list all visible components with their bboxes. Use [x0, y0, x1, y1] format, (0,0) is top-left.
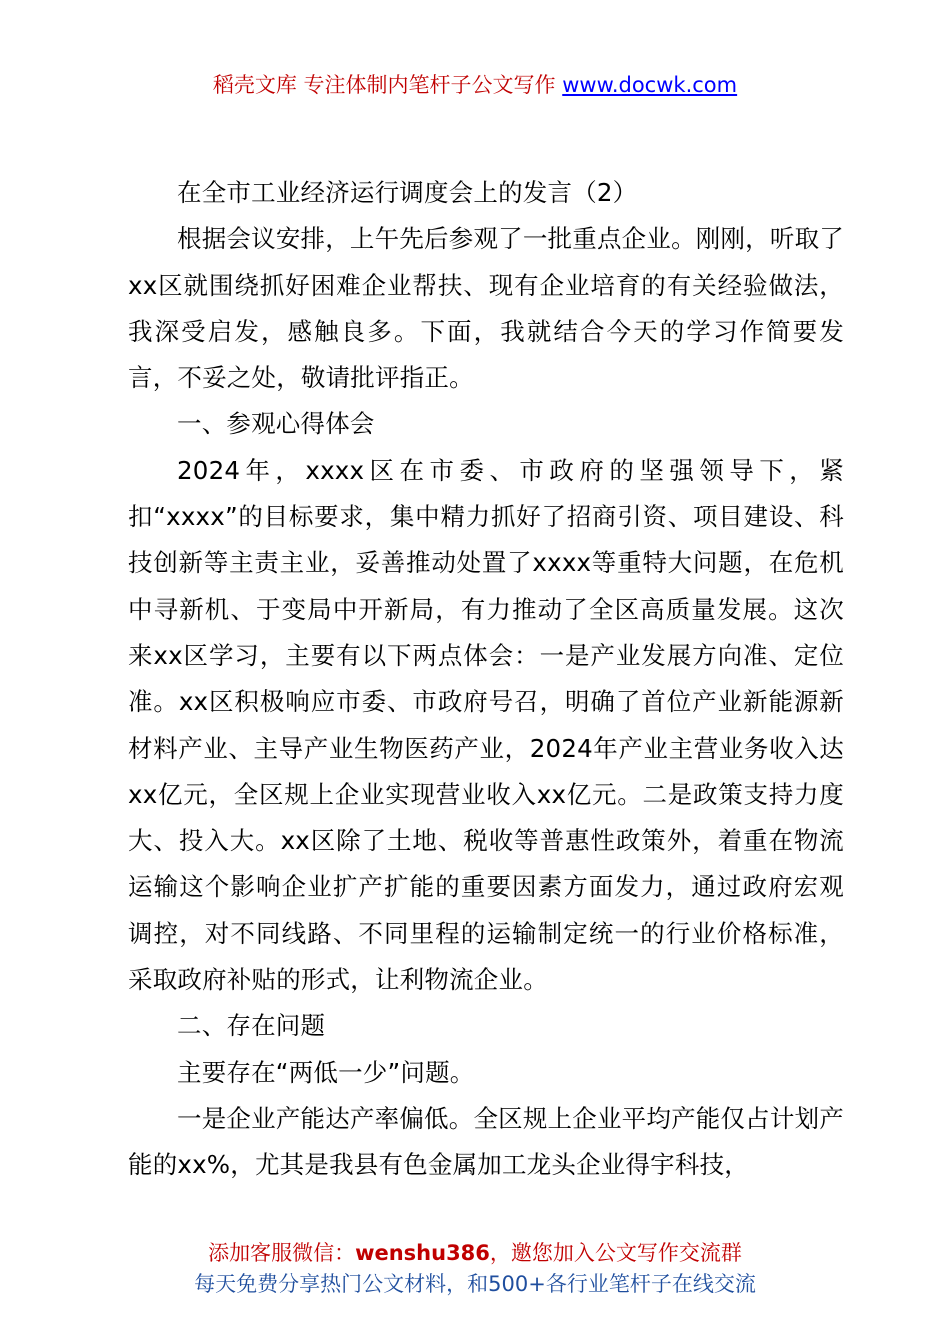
header-brand-text: 稻壳文库 专注体制内笔杆子公文写作 — [212, 73, 563, 97]
footer-wechat-id: wenshu386 — [355, 1241, 490, 1265]
paragraph-problems-summary: 主要存在“两低一少”问题。 — [177, 1057, 475, 1087]
header-website-link[interactable]: www.docwk.com — [562, 73, 738, 97]
paragraph-visit-insights: 2024年，xxxx区在市委、市政府的坚强领导下，紧扣“xxxx”的目标要求，集中精力抓好了招商引资、项目建设、科技创新等主责主业，妥善推动处置了xxxx等重特大问题，在危机中寻新机、于变局中开新局，有力推动了全区高质量发展。这次来xx区学习，主要有以下两点体会：一是产业发展方向准、定位准。xx区积极响应市委、市政府号召，明确了首位产业新能源新材料产业、主导产业生物医药产业，2024年产业主营业务收入达xx亿元，全区规上企业实现营业收入xx亿元。二是政策支持力度大、投入大。xx区除了土地、税收等普惠性政策外，着重在物流运输这个影响企业扩产扩能的重要因素方面发力，通过政府宏观调控，对不同线路、不同里程的运输制定统一的行业价格标准，采取政府补贴的形式，让利物流企业。 — [128, 455, 844, 995]
footer-wechat-line — [0, 1238, 950, 1269]
document-title: 在全市工业经济运行调度会上的发言（2） — [177, 178, 638, 207]
page-footer — [0, 1238, 950, 1300]
footer-wechat-prefix: 添加客服微信： — [208, 1241, 356, 1265]
document-body — [128, 170, 844, 1189]
section-heading-2: 二、存在问题 — [177, 1011, 326, 1041]
footer-share-line: 每天免费分享热门公文材料，和500+各行业笔杆子在线交流 — [194, 1272, 756, 1296]
paragraph-problem-one: 一是企业产能达产率偏低。全区规上企业平均产能仅占计划产能的xx%，尤其是我县有色金属加工龙头企业得宇科技， — [128, 1103, 844, 1180]
paragraph-intro: 根据会议安排，上午先后参观了一批重点企业。刚刚，听取了xx区就围绕抓好困难企业帮扶、现有企业培育的有关经验做法，我深受启发，感触良多。下面，我就结合今天的学习作简要发言，不妥之处，敬请批评指正。 — [128, 224, 844, 393]
page-header — [0, 70, 950, 100]
section-heading-1: 一、参观心得体会 — [177, 409, 375, 439]
footer-wechat-suffix: ，邀您加入公文写作交流群 — [489, 1241, 742, 1265]
